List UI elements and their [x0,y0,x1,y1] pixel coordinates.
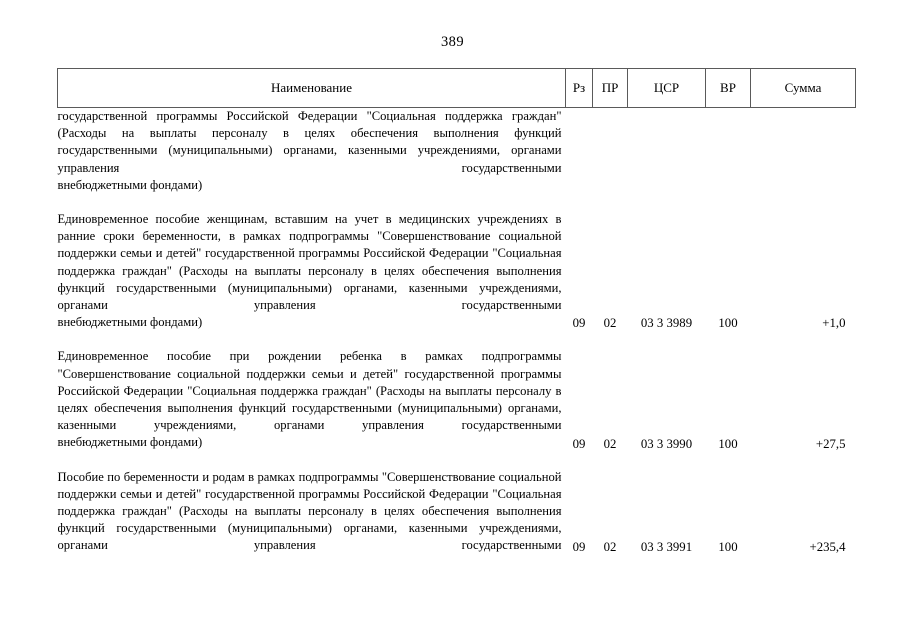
column-header-sum: Сумма [751,69,856,108]
cell-pr: 02 [603,539,617,554]
cell-rz: 09 [572,316,586,331]
cell-rz: 09 [572,436,586,451]
cell-name [58,108,566,195]
column-header-vr: ВР [706,69,751,108]
cell-rz: 09 [572,539,586,554]
cell-csr [628,108,706,195]
table-header-row [58,69,856,108]
cell-vr [706,108,751,195]
column-header-csr: ЦСР [628,69,706,108]
table-header [58,69,856,108]
cell-pr: 02 [603,316,617,331]
budget-table-container [57,68,855,555]
cell-name-last-line: внебюджетными фондами) [57,435,203,450]
column-header-rz: Рз [566,69,593,108]
cell-sum [751,108,856,195]
cell-name [58,194,566,331]
cell-name-text: Пособие по беременности и родам в рамках подпрограммы "Совершенствование социальной поддержки семьи и детей" государственной программы Российской Федерации "Социальная поддержка граждан" (Расходы на выплаты персоналу в целях обеспечения выполнения функций государственными (муниципальными) органами, казенными учреждениями, органами управления государственными [57,469,562,553]
cell-name-text: Единовременное пособие при рождении ребенка в рамках подпрограммы "Совершенствование социальной поддержки семьи и детей" государственной программы Российской Федерации "Социальная поддержка граждан" (Расходы на выплаты персоналу в целях обеспечения выполнения функций государственными (муниципальными) органами, казенными учреждениями, органами управления государственными [57,349,562,433]
cell-pr: 02 [603,436,617,451]
table-row [58,194,856,331]
column-header-name: Наименование [58,69,566,108]
table-row [58,331,856,451]
cell-csr: 03 3 3991 [640,539,693,554]
cell-sum: +235,4 [809,539,846,554]
cell-pr [593,108,628,195]
table-row [58,452,856,555]
cell-name [58,452,566,555]
cell-name-last-line: внебюджетными фондами) [57,315,203,330]
table-row [58,108,856,195]
table-body [58,108,856,555]
column-header-pr: ПР [593,69,628,108]
cell-name-last-line: внебюджетными фондами) [57,177,203,192]
cell-name-text: государственной программы Российской Федерации "Социальная поддержка граждан" (Расходы на выплаты персоналу в целях обеспечения выполнения функций государственными (муниципальными) органами, казенными учреждениями, органами управления государственными [57,109,562,175]
cell-csr: 03 3 3989 [640,316,693,331]
budget-table [57,68,856,555]
cell-name [58,331,566,451]
page-number: 389 [441,34,464,50]
cell-vr: 100 [718,436,738,451]
cell-vr: 100 [718,316,738,331]
cell-vr: 100 [718,539,738,554]
cell-name-text: Единовременное пособие женщинам, вставшим на учет в медицинских учреждениях в ранние сроки беременности, в рамках подпрограммы "Совершенствование социальной поддержки семьи и детей" государственной программы Российской Федерации "Социальная поддержка граждан" (Расходы на выплаты персоналу в целях обеспечения выполнения функций государственными (муниципальными) органами, казенными учреждениями, органами управления государственными [57,212,562,313]
cell-rz [566,108,593,195]
cell-sum: +1,0 [822,316,846,331]
cell-sum: +27,5 [815,436,846,451]
cell-csr: 03 3 3990 [640,436,693,451]
